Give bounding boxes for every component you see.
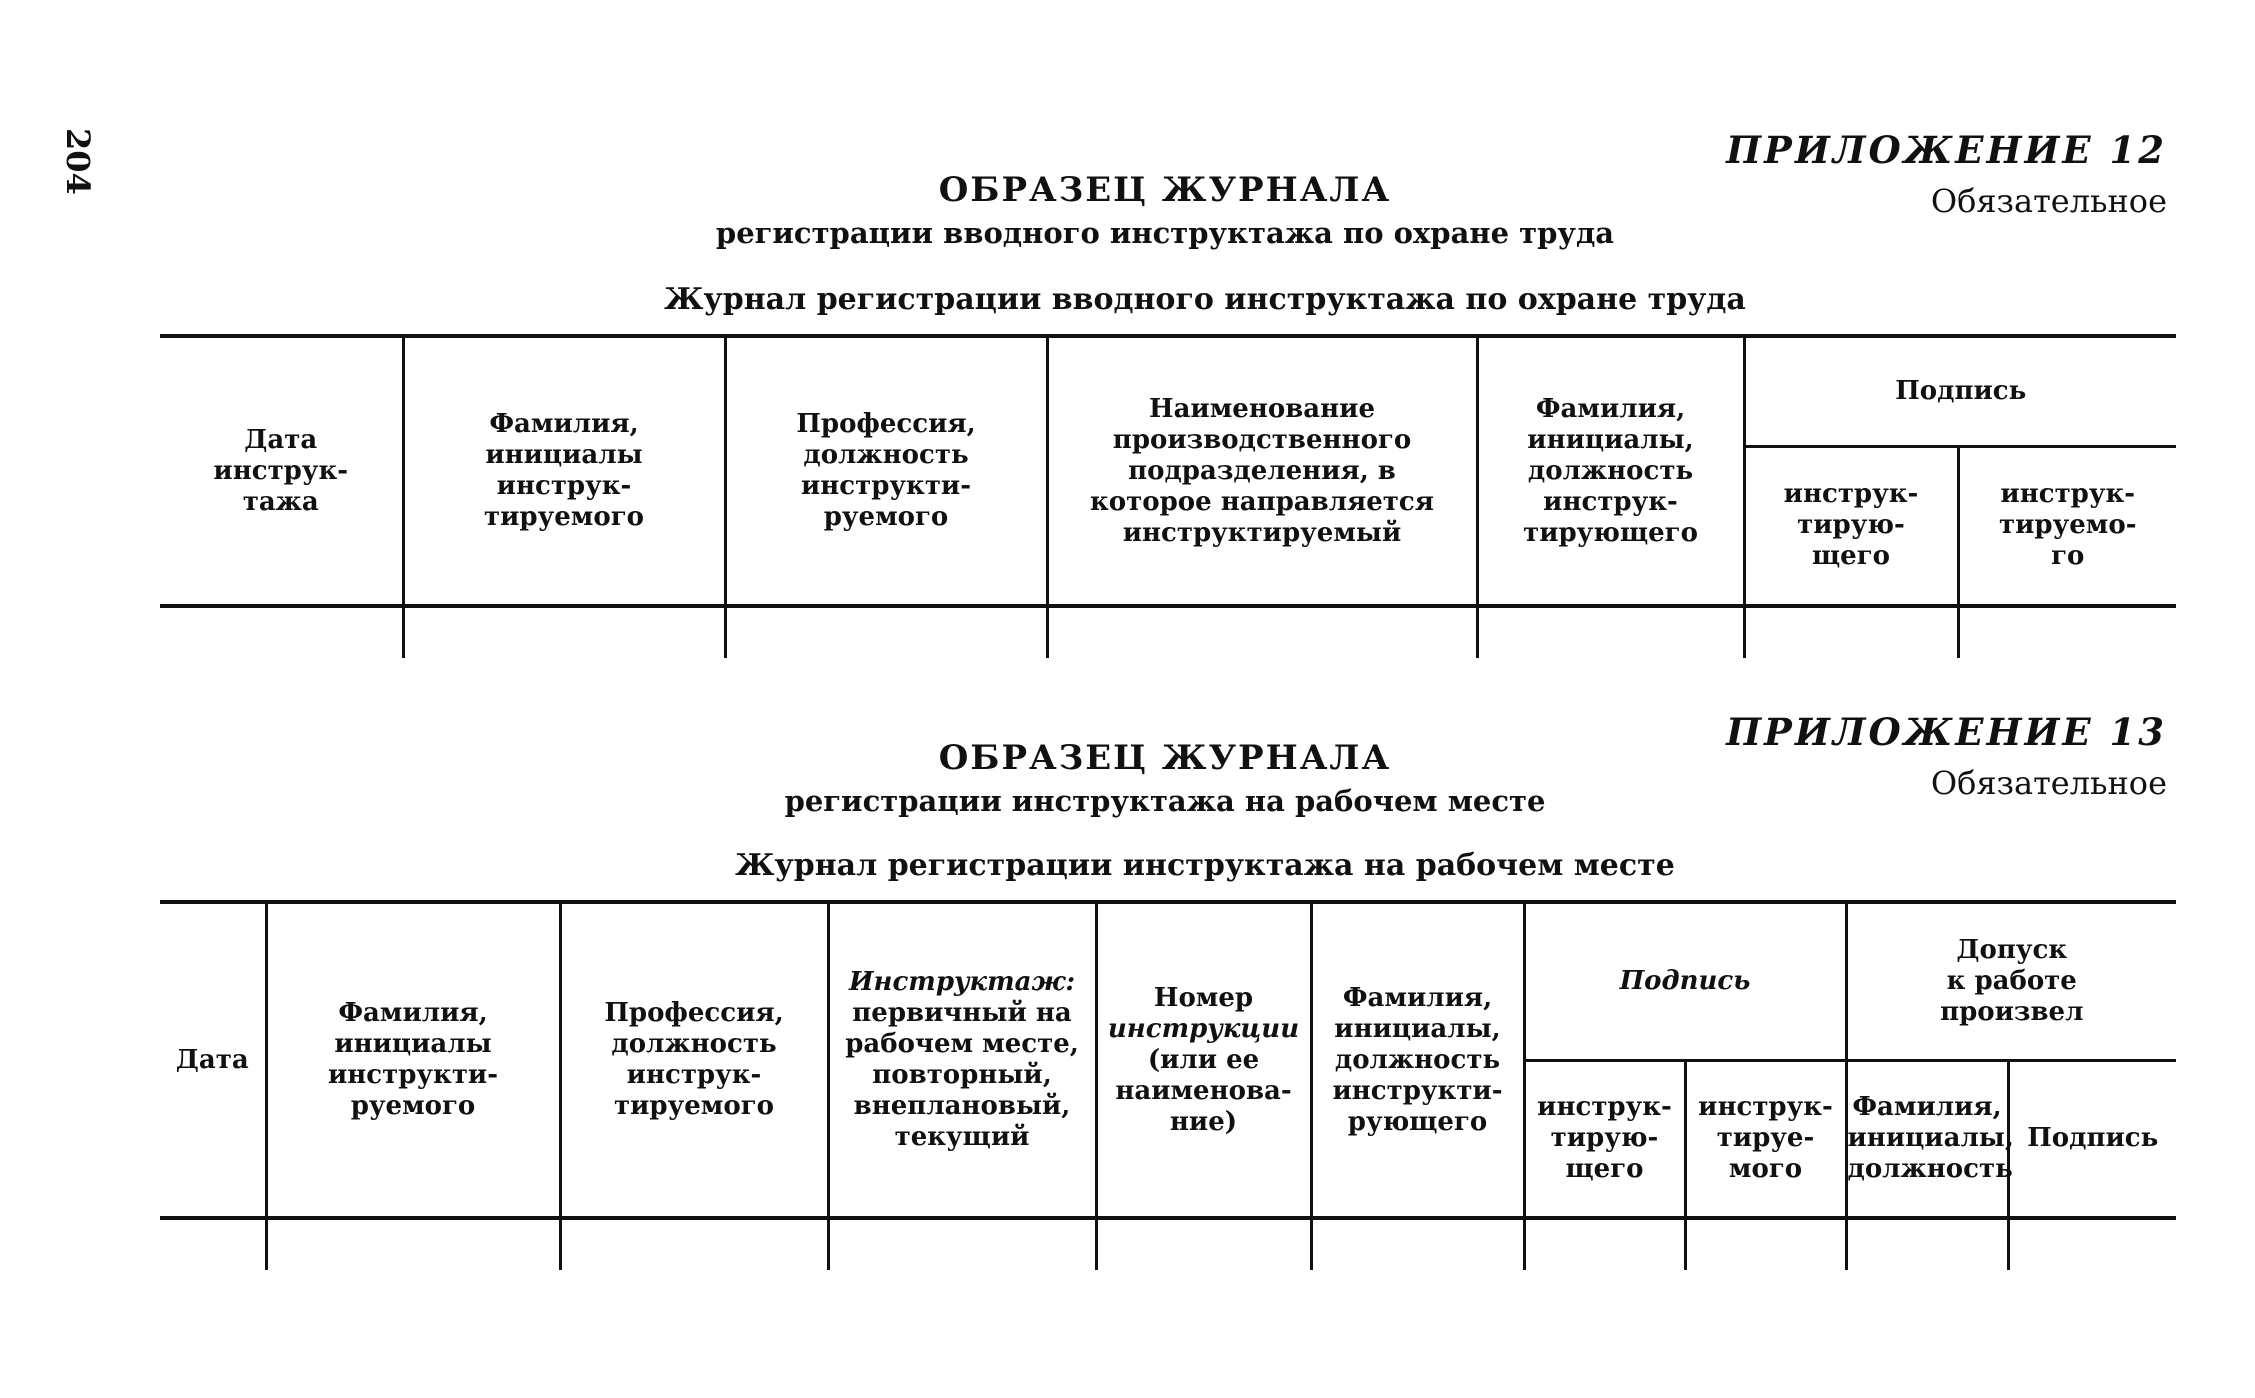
page-number: 204 xyxy=(59,128,97,195)
table-cell xyxy=(828,1218,1096,1270)
appendix-12-table-caption: Журнал регистрации вводного инструктажа по охране труда xyxy=(664,282,1746,317)
column-header-instructor: Фамилия, инициалы, должность инструк- тирующего xyxy=(1477,336,1744,606)
column-header-trainee-name: Фамилия, инициалы инструк- тируемого xyxy=(403,336,725,606)
table-cell xyxy=(160,1218,266,1270)
instruction-number-italic: инструкции xyxy=(1107,1013,1300,1044)
appendix-13-heading-sub: регистрации инструктажа на рабочем месте xyxy=(784,784,1546,818)
column-header-signature-trainee: инструк- тируемо- го xyxy=(1958,446,2176,606)
table-cell xyxy=(1744,606,1958,658)
column-header-instructor: Фамилия, инициалы, должность инструкти- рующего xyxy=(1311,902,1524,1218)
instruction-number-note: (или ее наименова- ние) xyxy=(1115,1044,1292,1137)
column-header-signature-instructor: инструк- тирую- щего xyxy=(1524,1060,1685,1218)
column-header-date: Дата инструк- тажа xyxy=(160,336,403,606)
table-cell xyxy=(1958,606,2176,658)
instruction-type-body: первичный на рабочем месте, повторный, внеплановый, текущий xyxy=(845,998,1079,1152)
workplace-journal-table xyxy=(160,900,2176,1270)
table-cell xyxy=(1047,606,1477,658)
column-header-admission-name: Фамилия, инициалы, должность xyxy=(1846,1060,2008,1218)
table-cell xyxy=(1524,1218,1685,1270)
table-cell xyxy=(1096,1218,1311,1270)
column-header-admission: Допуск к работе произвел xyxy=(1846,902,2176,1060)
instruction-number-label: Номер xyxy=(1153,982,1254,1013)
table-cell xyxy=(403,606,725,658)
column-header-trainee-name: Фамилия, инициалы инструкти- руемого xyxy=(266,902,560,1218)
appendix-13-status: Обязательное xyxy=(1930,764,2167,802)
column-header-trainee-profession: Профессия, должность инструк- тируемого xyxy=(560,902,828,1218)
table-cell xyxy=(1477,606,1744,658)
column-header-department: Наименование производственного подразделения, в которое направляется инструктируемый xyxy=(1047,336,1477,606)
table-cell xyxy=(160,606,403,658)
appendix-12-status: Обязательное xyxy=(1930,182,2167,220)
column-header-signature-instructor: инструк- тирую- щего xyxy=(1744,446,1958,606)
table-cell xyxy=(725,606,1047,658)
table-cell xyxy=(1685,1218,1846,1270)
table-cell xyxy=(1846,1218,2008,1270)
appendix-13-table-caption: Журнал регистрации инструктажа на рабочем месте xyxy=(735,848,1675,883)
column-header-instruction-number xyxy=(1096,902,1311,1218)
appendix-13-title: ПРИЛОЖЕНИЕ 13 xyxy=(1726,710,2167,754)
instruction-type-title: Инструктаж: xyxy=(848,967,1076,997)
appendix-13-heading xyxy=(160,738,2170,818)
table-cell xyxy=(1311,1218,1524,1270)
table-cell xyxy=(266,1218,560,1270)
column-header-signature: Подпись xyxy=(1744,336,2176,446)
induction-journal-table xyxy=(160,334,2176,658)
appendix-13-heading-main: ОБРАЗЕЦ ЖУРНАЛА xyxy=(938,738,1392,778)
appendix-12-heading-main: ОБРАЗЕЦ ЖУРНАЛА xyxy=(938,170,1392,210)
appendix-12-heading-sub: регистрации вводного инструктажа по охране труда xyxy=(715,216,1615,250)
column-header-instruction-type xyxy=(828,902,1096,1218)
column-header-trainee-profession: Профессия, должность инструкти- руемого xyxy=(725,336,1047,606)
column-header-admission-signature: Подпись xyxy=(2008,1060,2176,1218)
appendix-12-heading xyxy=(160,170,2170,250)
table-cell xyxy=(2008,1218,2176,1270)
table-row xyxy=(160,1218,2176,1270)
table-row xyxy=(160,606,2176,658)
table-cell xyxy=(560,1218,828,1270)
column-header-signature: Подпись xyxy=(1524,902,1846,1060)
column-header-signature-trainee: инструк- тируе- мого xyxy=(1685,1060,1846,1218)
appendix-12-title: ПРИЛОЖЕНИЕ 12 xyxy=(1726,128,2167,172)
column-header-date: Дата xyxy=(160,902,266,1218)
